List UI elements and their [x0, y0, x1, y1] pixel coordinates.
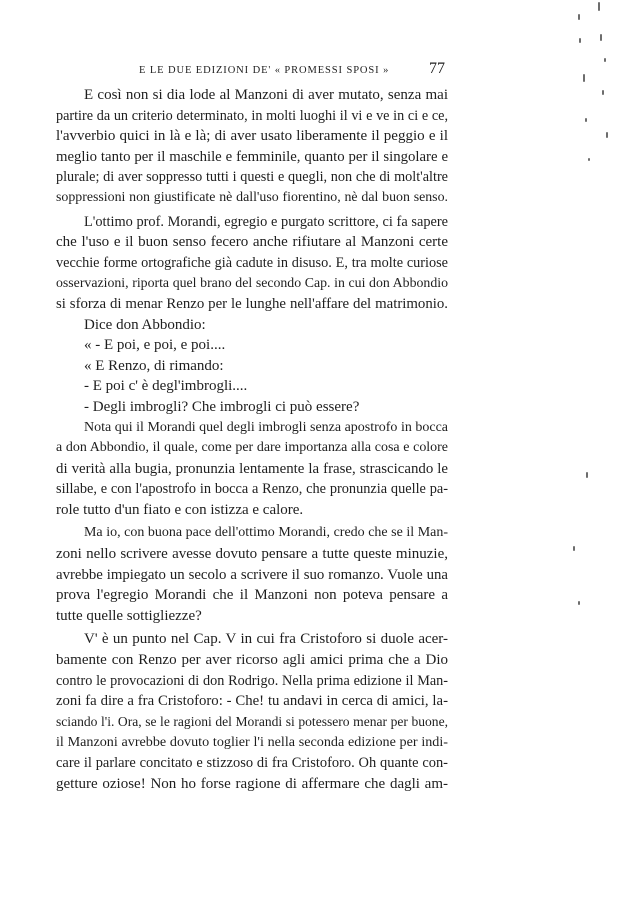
paragraph-1	[56, 85, 448, 209]
text-line: partire da un criterio determinato, in molti luoghi il vi e ve in ci e ce,	[56, 107, 448, 124]
text-line: sciando l'i. Ora, se le ragioni del Morandi si potessero menar per buone,	[56, 713, 448, 729]
text-line: meglio tanto per il maschile e femminile, quanto per il singolare e	[56, 148, 448, 165]
text-line: Dice don Abbondio:	[84, 316, 206, 333]
page-header	[0, 62, 626, 82]
text-line: « - E poi, e poi, e poi....	[84, 337, 226, 354]
text-line: di verità alla bugia, pronunzia lentamente la frase, strascicando le	[56, 460, 448, 477]
text-line: il Manzoni avrebbe dovuto toglier l'i nella seconda edizione per indi-	[56, 734, 448, 751]
text-line: care il parlare concitato e stizzoso di fra Cristoforo. Oh quante con-	[56, 755, 448, 771]
text-line: sillabe, e con l'apostrofo in bocca a Renzo, che pronunzia quelle pa-	[56, 481, 448, 498]
text-line: avrebbe impiegato un secolo a scrivere il suo romanzo. Vuole una	[56, 566, 448, 583]
text-line: - E poi c' è degl'imbrogli....	[84, 378, 248, 395]
running-head: E LE DUE EDIZIONI DE' « PROMESSI SPOSI »	[139, 65, 390, 76]
text-line: role tutto d'un fiato e con istizza e calore.	[56, 501, 304, 518]
text-line: plurale; di aver soppresso tutti i questi e quegli, non che di molt'altre	[56, 169, 448, 186]
text-line: L'ottimo prof. Morandi, egregio e purgato scrittore, ci fa sapere	[84, 213, 448, 230]
text-line: Ma io, con buona pace dell'ottimo Morandi, credo che se il Man-	[84, 525, 448, 541]
text-line: si sforza di menar Renzo per le lunghe nell'affare del matrimonio.	[56, 295, 448, 312]
text-line: a don Abbondio, il quale, come per dare importanza alla cosa e colore	[56, 440, 448, 456]
paragraph-4	[56, 418, 448, 521]
text-line: zoni nello scrivere avesse dovuto pensare a tutte queste minuzie,	[56, 546, 448, 563]
body-text	[56, 85, 448, 794]
dialogue-quote	[56, 315, 448, 418]
text-line: contro le provocazioni di don Rodrigo. Nella prima edizione il Man-	[56, 672, 448, 689]
paragraph-6	[56, 629, 448, 794]
paragraph-5	[56, 523, 448, 626]
text-line: osservazioni, riporta quel brano del secondo Cap. in cui don Abbondio	[56, 275, 448, 291]
text-line: che l'uso e il buon senso fecero anche rifiutare al Manzoni certe	[56, 234, 448, 251]
page-edge-shadow	[570, 0, 626, 900]
text-line: vecchie forme ortografiche già cadute in disuso. E, tra molte curiose	[56, 254, 448, 271]
text-line: - Degli imbrogli? Che imbrogli ci può essere?	[84, 398, 360, 415]
text-line: tutte quelle sottigliezze?	[56, 607, 202, 624]
text-line: « E Renzo, di rimando:	[84, 357, 224, 374]
text-line: getture oziose! Non ho forse ragione di affermare che dagli am-	[56, 775, 448, 792]
text-line: E così non si dia lode al Manzoni di aver mutato, senza mai	[84, 87, 448, 103]
paragraph-2	[56, 212, 448, 315]
text-line: soppressioni non giustificate nè dall'uso fiorentino, nè dal buon senso.	[56, 189, 448, 205]
text-line: bamente con Renzo per aver ricorso agli amici prima che a Dio	[56, 652, 448, 669]
text-line: Nota qui il Morandi quel degli imbrogli senza apostrofo in bocca	[84, 419, 448, 435]
text-line: zoni fa dire a fra Cristoforo: - Che! tu andavi in cerca di amici, la-	[56, 693, 448, 710]
text-line: prova l'egregio Morandi che il Manzoni non poteva pensare a	[56, 587, 448, 604]
text-line: V' è un punto nel Cap. V in cui fra Cristoforo si duole acer-	[84, 631, 448, 648]
text-line: l'avverbio quici in là e là; di aver usato liberamente il peggio e il	[56, 128, 448, 145]
page-number: 77	[429, 60, 445, 77]
